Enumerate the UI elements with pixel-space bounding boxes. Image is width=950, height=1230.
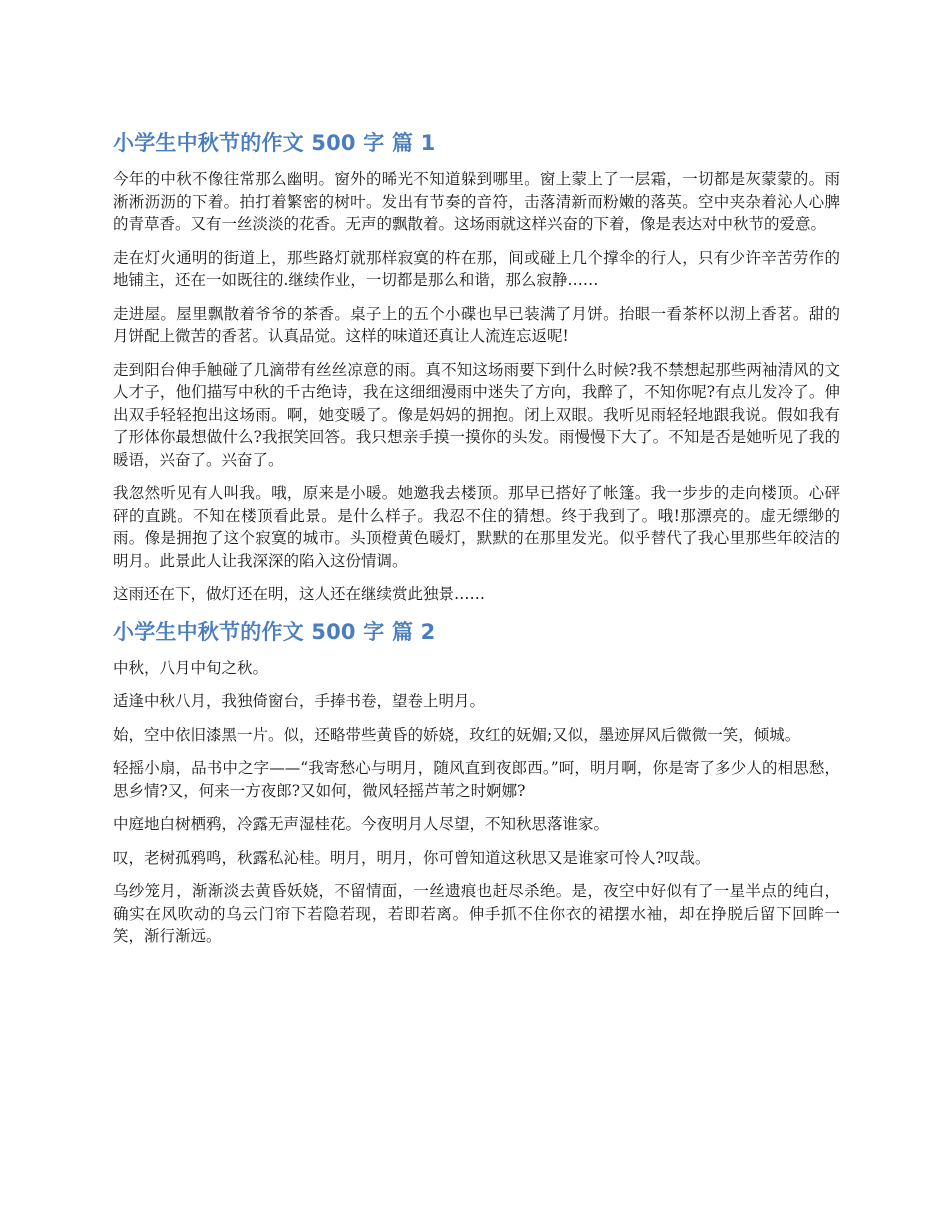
- article-2-paragraph: 中庭地白树栖鸦，冷露无声湿桂花。今夜明月人尽望，不知秋思落谁家。: [113, 815, 610, 833]
- article-2-paragraph: 叹，老树孤鸦鸣，秋露私沁桂。明月，明月，你可曾知道这秋思又是谁家可怜人?叹哉。: [113, 848, 711, 867]
- article-1-paragraph: 走到阳台伸手触碰了几滴带有丝丝凉意的雨。真不知这场雨要下到什么时候?我不禁想起那些两袖清风的文人才子，他们描写中秋的千古绝诗，我在这细细漫雨中迷失了方向，我醉了，不知你呢?有点儿发冷了。伸出双手轻轻抱出这场雨。啊，她变暖了。像是妈妈的拥抱。闭上双眼。我听见雨轻轻地跟我说。假如我有了形体你最想做什么?我抿笑回答。我只想亲手摸一摸你的头发。雨慢慢下大了。不知是否是她听见了我的暖语，兴奋了。兴奋了。: [113, 360, 840, 469]
- article-1-heading: 小学生中秋节的作文 500 字 篇 1: [113, 131, 436, 155]
- article-2-paragraph: 始，空中依旧漆黑一片。似，还略带些黄昏的娇娆，玫红的妩媚;又似，墨迹屏风后微微一笑，倾城。: [113, 725, 801, 744]
- article-1-paragraph: 走进屋。屋里飘散着爷爷的茶香。桌子上的五个小碟也早已装满了月饼。抬眼一看茶杯以沏上香茗。甜的月饼配上微苦的香茗。认真品觉。这样的味道还真让人流连忘返呢!: [113, 304, 840, 345]
- article-2-paragraph: 乌纱笼月，渐渐淡去黄昏妖娆，不留情面，一丝遗痕也赶尽杀绝。是，夜空中好似有了一星半点的纯白，确实在风吹动的乌云门帘下若隐若现，若即若离。伸手抓不住你衣的裙摆水袖，却在挣脱后留下回眸一笑，渐行渐远。: [113, 882, 840, 945]
- article-2-paragraph: 中秋，八月中旬之秋。: [113, 658, 269, 677]
- article-1-paragraph: 我忽然听见有人叫我。哦，原来是小暖。她邀我去楼顶。那早已搭好了帐篷。我一步步的走向楼顶。心砰砰的直跳。不知在楼顶看此景。是什么样子。我忍不住的猜想。终于我到了。哦!那漂亮的。虚无缥缈的雨。像是拥抱了这个寂寞的城市。头顶橙黄色暖灯，默默的在那里发光。似乎替代了我心里那些年皎洁的明月。此景此人让我深深的陷入这份情调。: [113, 484, 840, 570]
- article-1: [113, 128, 840, 606]
- article-2-paragraph: 适逢中秋八月，我独倚窗台，手捧书卷，望卷上明月。: [113, 692, 486, 710]
- article-1-paragraph: 这雨还在下，做灯还在明，这人还在继续赏此独景……: [113, 585, 486, 603]
- article-2-heading: 小学生中秋节的作文 500 字 篇 2: [113, 619, 436, 644]
- article-1-paragraph: 今年的中秋不像往常那么幽明。窗外的晞光不知道躲到哪里。窗上蒙上了一层霜，一切都是灰蒙蒙的。雨淅淅沥沥的下着。拍打着繁密的树叶。发出有节奏的音符，击落清新而粉嫩的落英。空中夹杂着沁人心脾的青草香。又有一丝淡淡的花香。无声的飘散着。这场雨就这样兴奋的下着，像是表达对中秋节的爱意。: [113, 170, 840, 233]
- article-2-paragraph: 轻摇小扇，品书中之字——“我寄愁心与明月，随风直到夜郎西。”呵，明月啊，你是寄了多少人的相思愁，思乡情?又，何来一方夜郎?又如何，微风轻摇芦苇之时婀娜?: [113, 759, 840, 800]
- article-2: [113, 617, 840, 948]
- document-page: [113, 128, 840, 959]
- article-1-paragraph: 走在灯火通明的街道上，那些路灯就那样寂寞的杵在那，间或碰上几个撑伞的行人，只有少许辛苦劳作的地铺主，还在一如既往的.继续作业，一切都是那么和谐，那么寂静……: [113, 248, 840, 289]
